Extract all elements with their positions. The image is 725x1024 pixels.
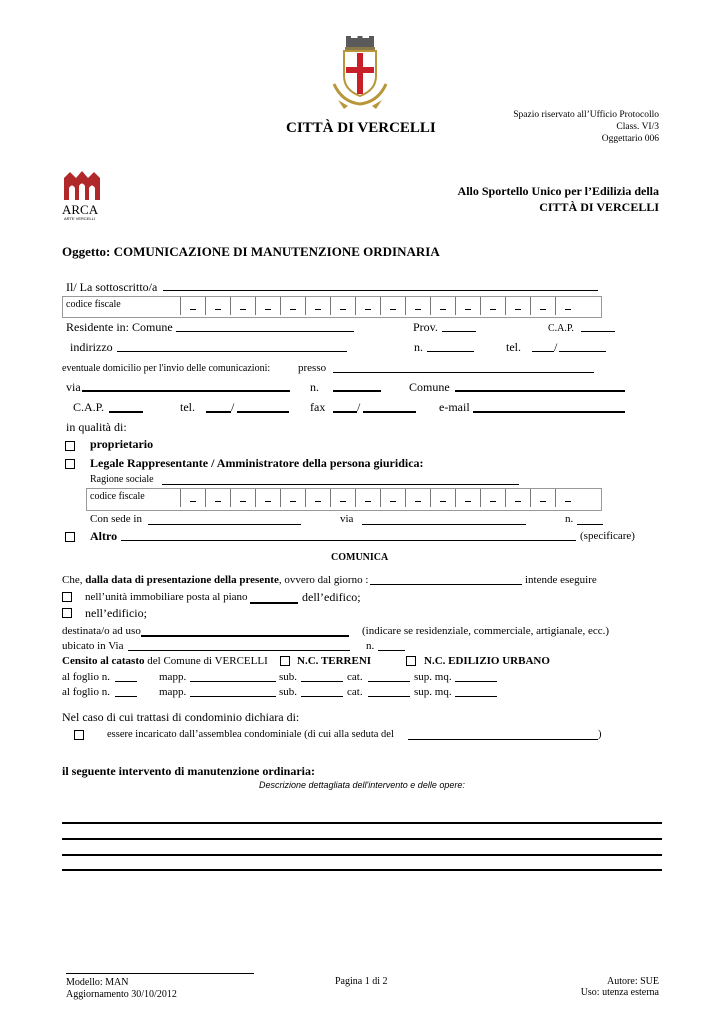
footer-model: Modello: MAN bbox=[66, 977, 129, 988]
description-line-3[interactable] bbox=[62, 854, 662, 856]
city-crest-icon bbox=[328, 36, 392, 110]
sup-field-2[interactable] bbox=[455, 696, 497, 697]
footer-update: Aggiornamento 30/10/2012 bbox=[66, 989, 177, 1000]
nc-land-checkbox[interactable] bbox=[280, 656, 290, 666]
condo-option-label: essere incaricato dall’assemblea condominiale (di cui alla seduta del bbox=[107, 729, 394, 740]
subject-heading: Oggetto: COMUNICAZIONE DI MANUTENZIONE ORDINARIA bbox=[62, 244, 440, 259]
fax-number-field[interactable] bbox=[363, 411, 416, 413]
cat-label-1: cat. bbox=[347, 671, 363, 683]
seat-field[interactable] bbox=[148, 524, 301, 525]
cadastre-bold: Censito al catasto bbox=[62, 655, 145, 667]
tel2-label: tel. bbox=[180, 400, 195, 414]
sub-label-2: sub. bbox=[279, 686, 298, 698]
office-line-2: Class. VI/3 bbox=[616, 122, 659, 132]
footer-usage: Uso: utenza esterna bbox=[580, 987, 659, 998]
tax-code-field[interactable] bbox=[180, 297, 580, 315]
sheet-label-1: al foglio n. bbox=[62, 671, 110, 683]
company-tax-code-label: codice fiscale bbox=[90, 491, 145, 502]
addressee-line-1: Allo Sportello Unico per l’Edilizia della bbox=[457, 184, 659, 198]
condo-checkbox[interactable] bbox=[74, 730, 84, 740]
tel-separator: / bbox=[554, 340, 558, 354]
cadastre-rest: del Comune di VERCELLI bbox=[147, 655, 268, 667]
specify-label: (specificare) bbox=[580, 530, 635, 542]
start-date-prefix: Che, bbox=[62, 574, 86, 586]
addressee-line-2: CITTÀ DI VERCELLI bbox=[539, 200, 659, 214]
cat-field-2[interactable] bbox=[368, 696, 410, 697]
sheet-label-2: al foglio n. bbox=[62, 686, 110, 698]
use-field[interactable] bbox=[141, 635, 349, 637]
comune-label: Comune bbox=[409, 380, 450, 394]
sub-field-1[interactable] bbox=[301, 681, 343, 682]
unit-label: nell’unità immobiliare posta al piano bbox=[85, 591, 248, 603]
unit-floor-field[interactable] bbox=[250, 602, 298, 604]
tel-label: tel. bbox=[506, 340, 521, 354]
office-line-1: Spazio riservato all’Ufficio Protocollo bbox=[513, 110, 659, 120]
seat-via-field[interactable] bbox=[362, 524, 526, 525]
fax-separator: / bbox=[357, 400, 361, 414]
start-date-bold: dalla data di presentazione della presente bbox=[85, 574, 279, 586]
tel-number-field[interactable] bbox=[559, 351, 606, 352]
sub-label-1: sub. bbox=[279, 671, 298, 683]
city-title: CITTÀ DI VERCELLI bbox=[286, 120, 436, 136]
mapp-label-2: mapp. bbox=[159, 686, 187, 698]
tel2-number-field[interactable] bbox=[237, 411, 289, 413]
condo-option-end: ) bbox=[598, 729, 602, 740]
legal-rep-checkbox[interactable] bbox=[65, 459, 75, 469]
located-n-field[interactable] bbox=[378, 650, 405, 651]
condo-intro: Nel caso di cui trattasi di condominio dichiara di: bbox=[62, 710, 300, 724]
sheet-field-2[interactable] bbox=[115, 696, 137, 697]
seat-label: Con sede in bbox=[90, 513, 142, 525]
condo-date-field[interactable] bbox=[408, 739, 598, 740]
cat-field-1[interactable] bbox=[368, 681, 410, 682]
legal-rep-label: Legale Rappresentante / Amministratore della persona giuridica: bbox=[90, 456, 424, 470]
email-field[interactable] bbox=[473, 411, 625, 413]
owner-checkbox[interactable] bbox=[65, 441, 75, 451]
other-checkbox[interactable] bbox=[65, 532, 75, 542]
description-line-2[interactable] bbox=[62, 838, 662, 840]
company-name-label: Ragione sociale bbox=[90, 474, 154, 485]
intervention-subtitle: Descrizione dettagliata dell'intervento e delle opere: bbox=[259, 780, 465, 790]
prov-label: Prov. bbox=[413, 320, 438, 334]
arca-logo-text: ARCA bbox=[62, 202, 99, 217]
cap2-field[interactable] bbox=[109, 411, 143, 413]
comune-field[interactable] bbox=[455, 390, 625, 392]
use-label: destinata/o ad uso bbox=[62, 625, 141, 637]
mapp-field-2[interactable] bbox=[190, 696, 276, 697]
n-field[interactable] bbox=[333, 390, 381, 392]
address-field[interactable] bbox=[117, 351, 347, 352]
fax-label: fax bbox=[310, 400, 326, 414]
arca-logo-icon bbox=[62, 170, 102, 221]
building-checkbox[interactable] bbox=[62, 608, 72, 618]
seat-via-label: via bbox=[340, 513, 354, 525]
unit-checkbox[interactable] bbox=[62, 592, 72, 602]
seat-n-label: n. bbox=[565, 513, 574, 525]
number-label: n. bbox=[414, 340, 423, 354]
email-label: e-mail bbox=[439, 400, 470, 414]
number-field[interactable] bbox=[427, 351, 474, 352]
sup-field-1[interactable] bbox=[455, 681, 497, 682]
description-line-4[interactable] bbox=[62, 869, 662, 871]
tel-prefix-field[interactable] bbox=[532, 351, 554, 352]
footer-page: Pagina 1 di 2 bbox=[335, 976, 388, 987]
domicile-label: eventuale domicilio per l'invio delle comunicazioni: bbox=[62, 363, 271, 374]
seat-n-field[interactable] bbox=[577, 524, 603, 525]
cat-label-2: cat. bbox=[347, 686, 363, 698]
capacity-label: in qualità di: bbox=[66, 420, 127, 434]
sub-field-2[interactable] bbox=[301, 696, 343, 697]
via-field[interactable] bbox=[82, 390, 290, 392]
nc-urban-label: N.C. EDILIZIO URBANO bbox=[424, 655, 550, 667]
company-name-field[interactable] bbox=[162, 484, 519, 485]
address-label: indirizzo bbox=[70, 340, 113, 354]
cap-label: C.A.P. bbox=[548, 323, 574, 334]
unit-suffix: dell’edifico; bbox=[302, 590, 361, 604]
sheet-field-1[interactable] bbox=[115, 681, 137, 682]
cap-field[interactable] bbox=[581, 331, 615, 332]
sup-label-2: sup. mq. bbox=[414, 686, 452, 698]
located-label: ubicato in Via bbox=[62, 640, 124, 652]
cap2-label: C.A.P. bbox=[73, 400, 105, 414]
arca-logo-subtext: ARTE VERCELLI bbox=[64, 216, 96, 221]
mapp-field-1[interactable] bbox=[190, 681, 276, 682]
nc-urban-checkbox[interactable] bbox=[406, 656, 416, 666]
intervention-title: il seguente intervento di manutenzione ordinaria: bbox=[62, 764, 315, 778]
presso-field[interactable] bbox=[333, 372, 594, 373]
fax-prefix-field[interactable] bbox=[333, 411, 357, 413]
footer-rule bbox=[66, 973, 254, 974]
located-field[interactable] bbox=[128, 650, 350, 651]
nc-land-label: N.C. TERRENI bbox=[297, 655, 372, 667]
building-label: nell’edificio; bbox=[85, 606, 147, 620]
communicates-heading: COMUNICA bbox=[331, 552, 389, 563]
tax-code-label: codice fiscale bbox=[66, 299, 121, 310]
other-field[interactable] bbox=[121, 540, 576, 541]
use-hint: (indicare se residenziale, commerciale, artigianale, ecc.) bbox=[362, 625, 610, 637]
start-date-suffix: , ovvero dal giorno : bbox=[278, 574, 369, 586]
tel2-prefix-field[interactable] bbox=[206, 411, 231, 413]
mapp-label-1: mapp. bbox=[159, 671, 187, 683]
start-date-line bbox=[62, 574, 368, 586]
company-tax-code-field[interactable] bbox=[180, 489, 580, 507]
office-line-3: Oggettario 006 bbox=[601, 134, 659, 144]
resident-field[interactable] bbox=[176, 331, 354, 332]
resident-label: Residente in: Comune bbox=[66, 320, 173, 334]
n-label: n. bbox=[310, 380, 319, 394]
description-line-1[interactable] bbox=[62, 822, 662, 824]
other-label: Altro bbox=[90, 529, 118, 543]
located-n-label: n. bbox=[366, 640, 375, 652]
name-field[interactable] bbox=[163, 290, 598, 291]
tel2-separator: / bbox=[231, 400, 235, 414]
via-label: via bbox=[66, 380, 81, 394]
sup-label-1: sup. mq. bbox=[414, 671, 452, 683]
owner-label: proprietario bbox=[90, 437, 154, 451]
start-date-field[interactable] bbox=[370, 584, 522, 585]
prov-field[interactable] bbox=[442, 331, 476, 332]
footer-author: Autore: SUE bbox=[607, 976, 659, 987]
presso-label: presso bbox=[298, 362, 327, 374]
intends-label: intende eseguire bbox=[525, 574, 597, 586]
name-label: Il/ La sottoscritto/a bbox=[66, 280, 158, 294]
cadastre-line bbox=[62, 655, 268, 667]
